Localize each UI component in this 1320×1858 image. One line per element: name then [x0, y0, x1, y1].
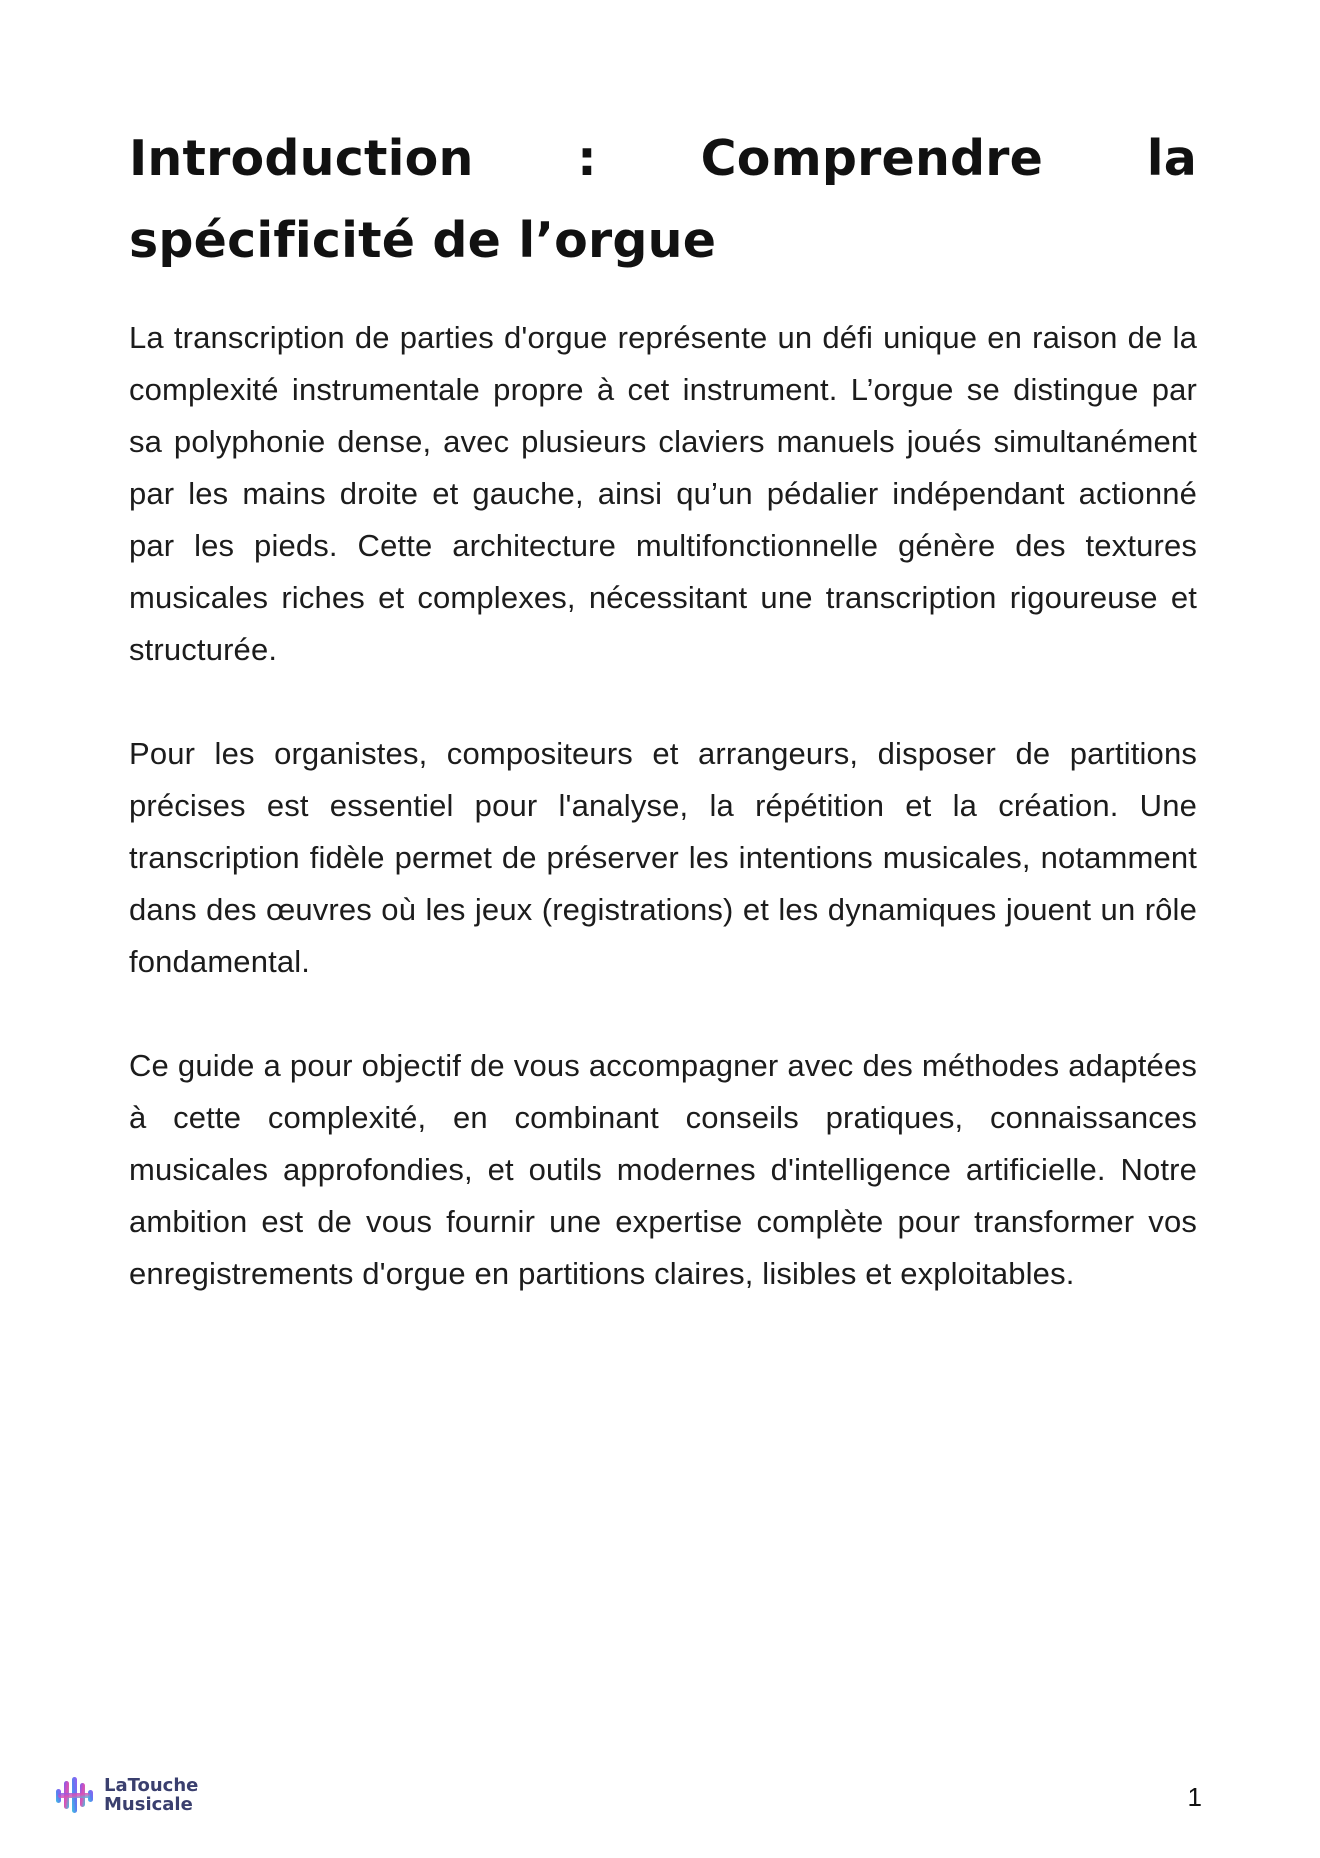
page-footer	[0, 1770, 1320, 1830]
logo-line-1: LaTouche	[104, 1775, 199, 1796]
page-title: Introduction : Comprendre la spécificité de l’orgue	[129, 130, 1197, 269]
brand-logo	[52, 1773, 198, 1817]
paragraph: Ce guide a pour objectif de vous accompagner avec des méthodes adaptées à cette complexité, en combinant conseils pratiques, connaissances musicales approfondies, et outils modernes d'intelligence artificielle. Notre ambition est de vous fournir une expertise complète pour transformer vos enregistrements d'orgue en partitions claires, lisibles et exploitables.	[129, 1048, 1197, 1291]
page-number: 1	[1187, 1782, 1202, 1812]
paragraph: La transcription de parties d'orgue représente un défi unique en raison de la complexité instrumentale propre à cet instrument. L’orgue se distingue par sa polyphonie dense, avec plusieurs claviers manuels joués simultanément par les mains droite et gauche, ainsi qu’un pédalier indépendant actionné par les pieds. Cette architecture multifonctionnelle génère des textures musicales riches et complexes, nécessitant une transcription rigoureuse et structurée.	[129, 320, 1197, 667]
logo-wordmark	[104, 1776, 198, 1814]
paragraph: Pour les organistes, compositeurs et arrangeurs, disposer de partitions précises est essentiel pour l'analyse, la répétition et la création. Une transcription fidèle permet de préserver les intentions musicales, notamment dans des œuvres où les jeux (registrations) et les dynamiques jouent un rôle fondamental.	[129, 736, 1197, 979]
body-text	[129, 312, 1197, 1300]
page-content	[129, 118, 1197, 1352]
sound-wave-logo-icon	[52, 1773, 98, 1817]
logo-line-2: Musicale	[104, 1794, 193, 1815]
